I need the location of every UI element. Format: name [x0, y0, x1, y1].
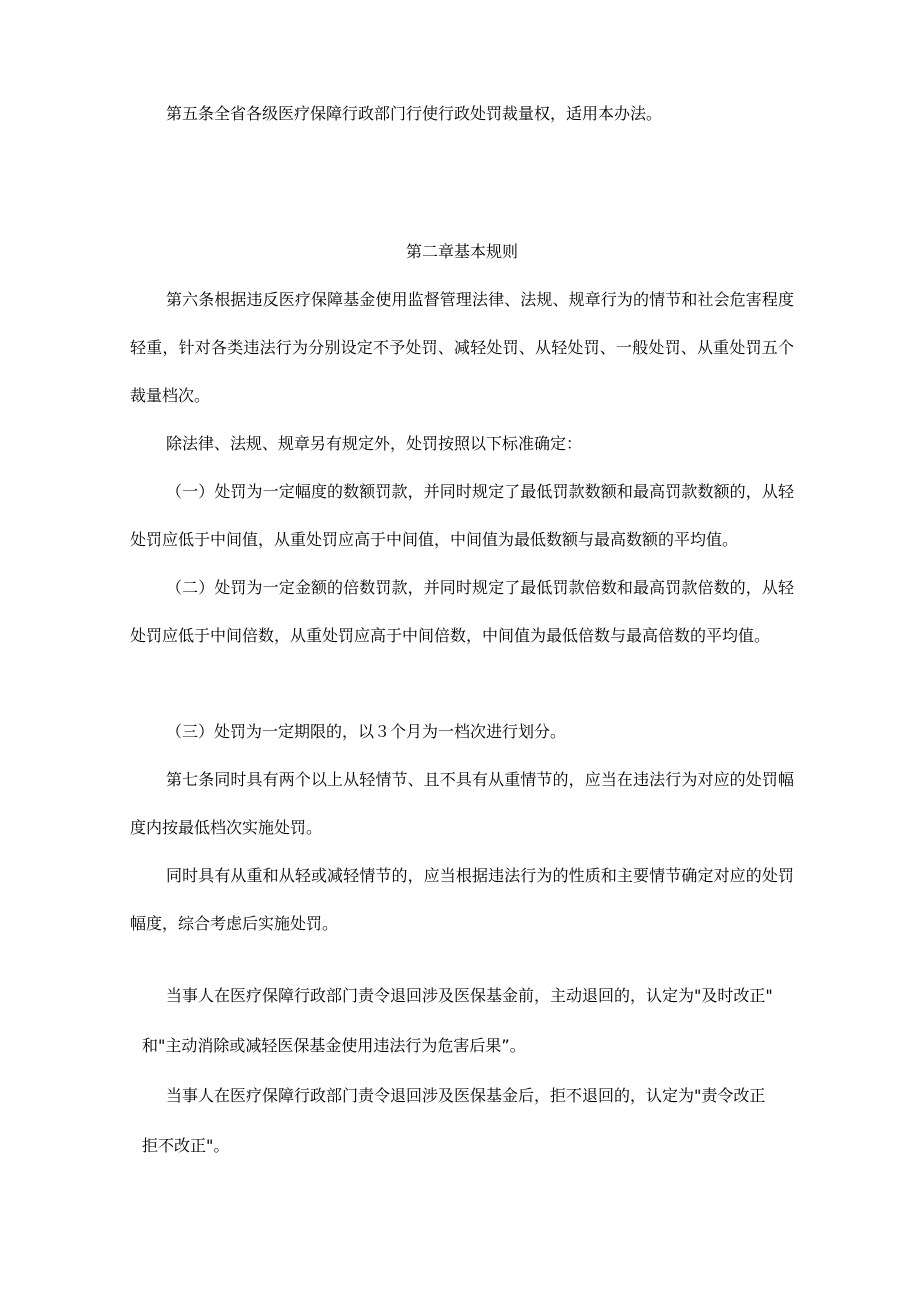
standard-item-3: （三）处罚为一定期限的，以３个月为一档次进行划分。: [166, 722, 567, 741]
standard-intro: 除法律、法规、规章另有规定外，处罚按照以下标准确定：: [166, 434, 583, 453]
refund-after-line-1: 当事人在医疗保障行政部门责令退回涉及医保基金后，拒不退回的，认定为"责令改正: [166, 1086, 766, 1105]
refund-after-line-2: 拒不改正"。: [142, 1136, 230, 1155]
article-7-paragraph-2: 同时具有从重和从轻或减轻情节的，应当根据违法行为的性质和主要情节确定对应的处罚幅度，综合考虑后实施处罚。: [130, 866, 794, 933]
standard-item-1: （一）处罚为一定幅度的数额罚款，并同时规定了最低罚款数额和最高罚款数额的，从轻处罚应低于中间值，从重处罚应高于中间值，中间值为最低数额与最高数额的平均值。: [130, 482, 794, 549]
chapter-2-title: 第二章基本规则: [405, 242, 518, 261]
standard-item-2: （二）处罚为一定金额的倍数罚款，并同时规定了最低罚款倍数和最高罚款倍数的，从轻处罚应低于中间倍数，从重处罚应高于中间倍数，中间值为最低倍数与最高倍数的平均值。: [130, 578, 794, 645]
refund-before-line-1: 当事人在医疗保障行政部门责令退回涉及医保基金前，主动退回的，认定为"及时改正": [166, 986, 773, 1005]
article-6: 第六条根据违反医疗保障基金使用监督管理法律、法规、规章行为的情节和社会危害程度轻重，针对各类违法行为分别设定不予处罚、减轻处罚、从轻处罚、一般处罚、从重处罚五个裁量档次。: [130, 290, 794, 405]
article-7: 第七条同时具有两个以上从轻情节、且不具有从重情节的，应当在违法行为对应的处罚幅度内按最低档次实施处罚。: [130, 770, 794, 837]
refund-before-line-2: 和"主动消除或减轻医保基金使用违法行为危害后果”。: [142, 1036, 526, 1055]
article-5: 第五条全省各级医疗保障行政部门行使行政处罚裁量权，适用本办法。: [166, 104, 663, 123]
